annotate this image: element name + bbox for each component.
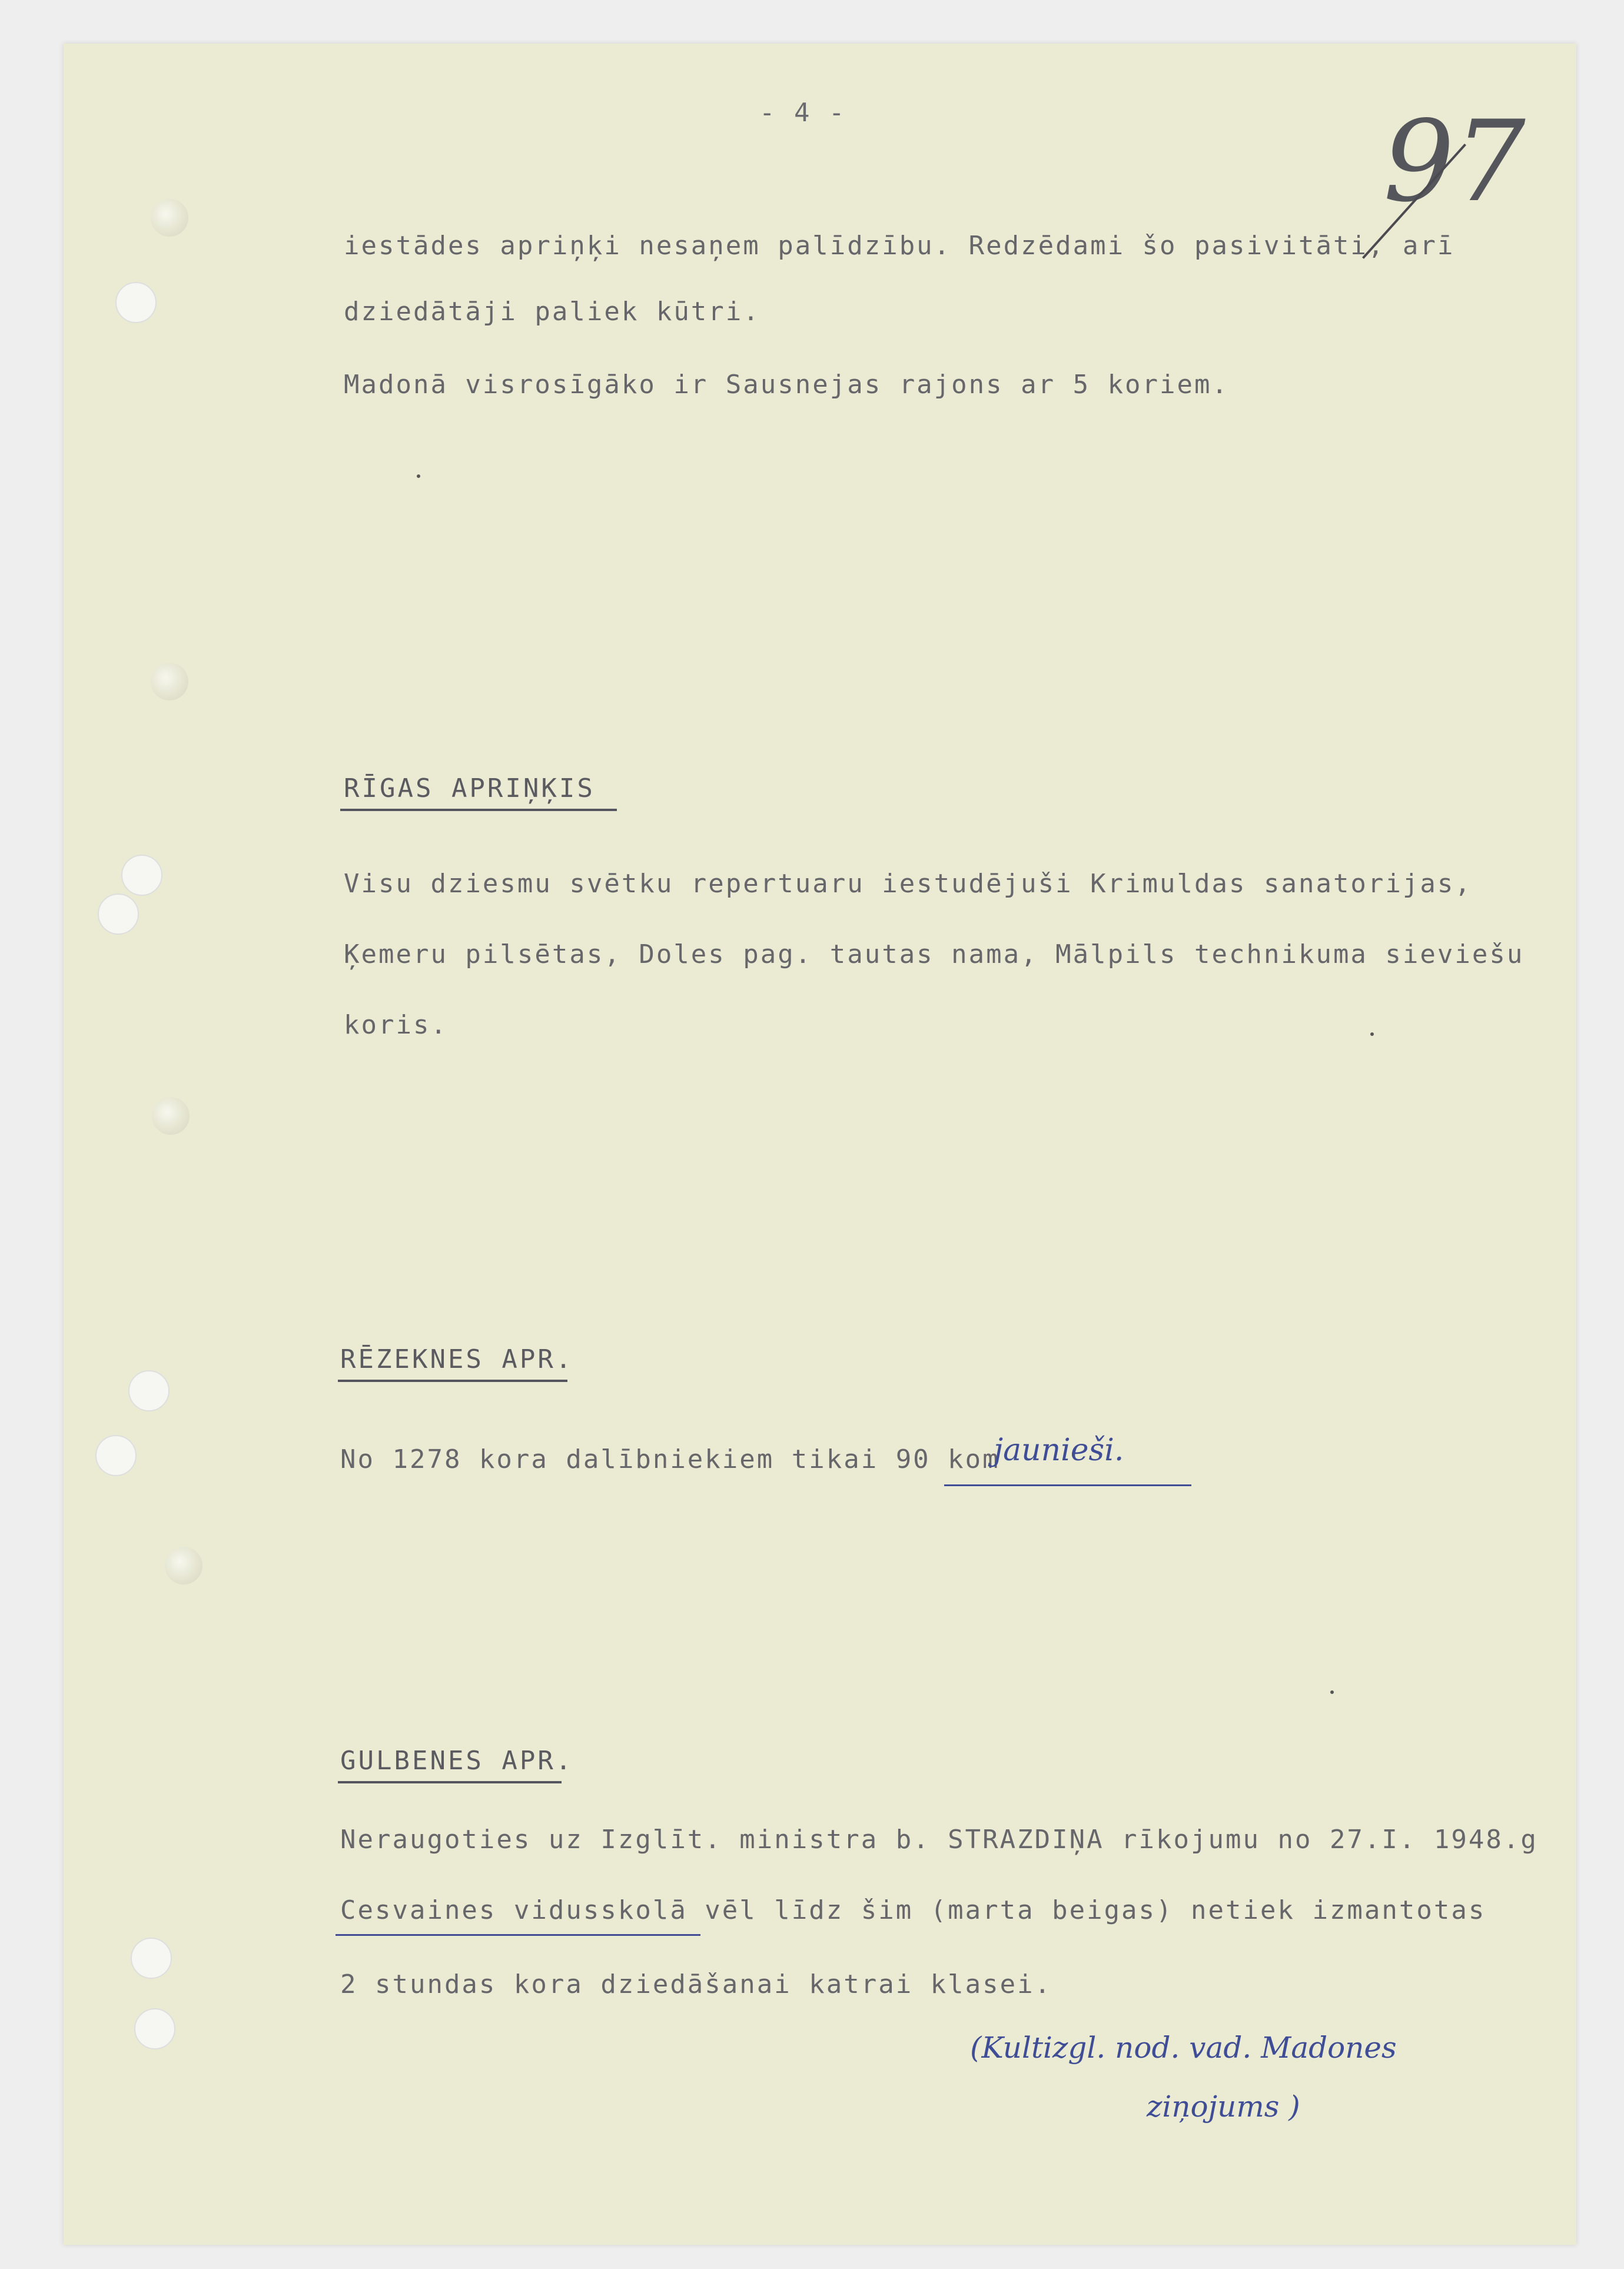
text-line: No 1278 kora dalībniekiem tikai 90 kom (340, 1444, 1000, 1474)
binder-hole (131, 1938, 172, 1979)
folio-number: 97 (1383, 97, 1526, 227)
speck (1370, 1032, 1374, 1036)
binder-hole (128, 1370, 170, 1411)
text-line: Neraugoties uz Izglīt. ministra b. STRAZDIŅA rīkojumu no 27.I. 1948.g (340, 1825, 1538, 1855)
speck (1330, 1690, 1334, 1694)
text-line: Cesvaines vidusskolā vēl līdz šim (marta beigas) netiek izmantotas (340, 1895, 1486, 1925)
heading-underline (338, 1380, 567, 1382)
emboss-mark (165, 1547, 202, 1584)
text-line: koris. (344, 1010, 448, 1040)
binder-hole (98, 893, 139, 935)
text-line: 2 stundas kora dziedāšanai katrai klasei. (340, 1969, 1052, 1999)
section-heading: RĒZEKNES APR. (340, 1344, 574, 1374)
speck (417, 474, 420, 478)
binder-hole (115, 282, 157, 323)
document-sheet (64, 44, 1576, 2245)
text-line: Madonā visrosīgāko ir Sausnejas rajons ar 5 koriem. (344, 370, 1230, 400)
emboss-mark (152, 1097, 190, 1135)
binder-hole (95, 1435, 137, 1476)
binder-hole (134, 2008, 175, 2049)
binder-hole (121, 855, 162, 896)
text-line: Visu dziesmu svētku repertuaru iestudējuši Krimuldas sanatorijas, (344, 869, 1472, 899)
emboss-mark (151, 199, 188, 237)
text-line: dziedātāji paliek kūtri. (344, 297, 760, 327)
heading-underline (338, 1781, 562, 1783)
section-heading: GULBENES APR. (340, 1746, 574, 1776)
handwritten-underline (336, 1934, 700, 1936)
section-heading: RĪGAS APRIŅĶIS (344, 773, 595, 803)
page-number: - 4 - (759, 98, 846, 128)
handwritten-insert: jaunieši. (994, 1433, 1124, 1468)
text-line: iestādes apriņķi nesaņem palīdzību. Redzēdami šo pasivitāti, arī (344, 231, 1455, 261)
emboss-mark (151, 663, 188, 700)
handwritten-note: ziņojums ) (1147, 2089, 1300, 2124)
handwritten-note: (Kultizgl. nod. vad. Madones (970, 2031, 1397, 2065)
text-line: Ķemeru pilsētas, Doles pag. tautas nama, Mālpils technikuma sieviešu (344, 939, 1525, 969)
handwritten-underline (944, 1484, 1191, 1486)
heading-underline (340, 809, 617, 811)
